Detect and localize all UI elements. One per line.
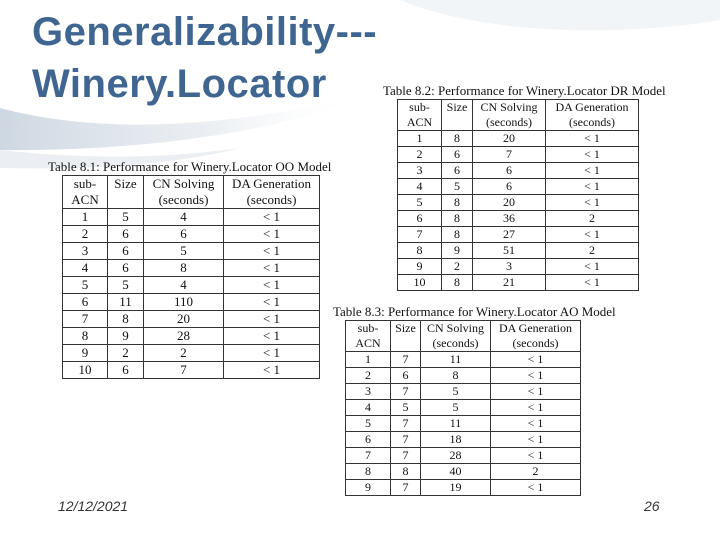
table-row [398,147,639,163]
table-cell: < 1 [224,294,320,311]
column-header: sub- [398,100,442,116]
table-header-row [346,321,581,337]
table-cell: 10 [63,362,108,379]
table-cell: 6 [473,179,546,195]
table-ao [345,320,581,496]
column-header: Size [391,321,421,337]
column-header: (seconds) [546,115,639,131]
table-cell: 6 [473,163,546,179]
table-cell: 7 [473,147,546,163]
table-cell: 6 [442,147,473,163]
table-cell: < 1 [491,400,581,416]
table-cell: < 1 [546,163,639,179]
table-cell: 5 [144,243,224,260]
table-cell: 7 [346,448,391,464]
table-row [346,384,581,400]
table-cell: 5 [442,179,473,195]
table-header-row [346,336,581,352]
table-cell: < 1 [224,209,320,226]
table-cell: 6 [108,260,144,277]
table-cell: 1 [398,131,442,147]
table-cell: < 1 [546,259,639,275]
table-cell: 2 [546,243,639,259]
table-cell: < 1 [491,480,581,496]
table-ao-block [333,304,616,496]
table-cell: < 1 [491,416,581,432]
table-cell: < 1 [224,328,320,345]
table-cell: < 1 [546,275,639,291]
table-cell: 7 [391,352,421,368]
table-cell: 3 [473,259,546,275]
table-cell: 20 [473,131,546,147]
table-row [398,227,639,243]
table-cell: 4 [144,209,224,226]
table-dr [397,99,639,291]
table-row [63,226,320,243]
column-header: DA Generation [224,176,320,193]
table-row [63,294,320,311]
table-row [63,209,320,226]
table-cell: 2 [108,345,144,362]
table-cell: < 1 [491,432,581,448]
table-cell: 2 [144,345,224,362]
table-cell: < 1 [224,311,320,328]
column-header: CN Solving [421,321,491,337]
table-cell: 4 [346,400,391,416]
table-cell: < 1 [224,260,320,277]
table-row [346,432,581,448]
slide-title [32,6,377,110]
table-cell: < 1 [491,368,581,384]
table-cell: 8 [391,464,421,480]
table-row [346,400,581,416]
column-header: (seconds) [144,192,224,209]
column-header: CN Solving [144,176,224,193]
table-cell: 2 [442,259,473,275]
table-dr-block [383,83,666,291]
table-cell: 10 [398,275,442,291]
column-header: (seconds) [421,336,491,352]
table-cell: 7 [391,416,421,432]
table-cell: 4 [398,179,442,195]
table-cell: 5 [346,416,391,432]
table-dr-caption: Table 8.2: Performance for Winery.Locator DR Model [383,83,666,98]
table-cell: 3 [398,163,442,179]
table-cell: 8 [442,211,473,227]
table-cell: 2 [398,147,442,163]
column-header: (seconds) [473,115,546,131]
column-header: ACN [63,192,108,209]
table-cell: 7 [391,432,421,448]
table-row [398,211,639,227]
table-cell: 2 [63,226,108,243]
table-cell: 9 [63,345,108,362]
table-cell: 19 [421,480,491,496]
table-cell: 9 [442,243,473,259]
table-cell: 3 [63,243,108,260]
table-row [63,311,320,328]
table-row [63,362,320,379]
table-cell: 3 [346,384,391,400]
column-header: DA Generation [491,321,581,337]
table-cell: 8 [144,260,224,277]
table-row [63,243,320,260]
table-cell: 2 [346,368,391,384]
table-cell: 28 [421,448,491,464]
table-cell: 8 [442,195,473,211]
table-cell: 6 [108,362,144,379]
page-number: 26 [644,498,660,514]
table-cell: 6 [391,368,421,384]
table-cell: < 1 [546,147,639,163]
table-cell: 36 [473,211,546,227]
table-cell: 5 [421,384,491,400]
table-row [398,259,639,275]
table-row [346,448,581,464]
table-cell: 5 [63,277,108,294]
table-header-row [63,192,320,209]
table-cell: < 1 [546,131,639,147]
table-cell: 20 [473,195,546,211]
table-cell: 28 [144,328,224,345]
table-cell: 11 [108,294,144,311]
table-oo [62,175,320,379]
table-row [63,260,320,277]
table-row [63,345,320,362]
table-row [398,131,639,147]
table-cell: < 1 [224,362,320,379]
table-cell: 8 [442,131,473,147]
table-cell: 7 [391,384,421,400]
table-cell: 2 [491,464,581,480]
table-cell: < 1 [546,195,639,211]
footer-date: 12/12/2021 [58,498,129,514]
table-cell: 4 [144,277,224,294]
column-header: (seconds) [491,336,581,352]
table-cell: 7 [391,480,421,496]
table-cell: 8 [421,368,491,384]
table-row [398,179,639,195]
table-cell: 40 [421,464,491,480]
table-header-row [63,176,320,193]
table-cell: 11 [421,352,491,368]
table-cell: 11 [421,416,491,432]
table-cell: 27 [473,227,546,243]
table-row [398,195,639,211]
table-cell: 8 [63,328,108,345]
table-cell: 1 [63,209,108,226]
table-cell: < 1 [546,227,639,243]
slide-title-line1: Generalizability--- [32,10,378,54]
table-cell: < 1 [546,179,639,195]
column-header: CN Solving [473,100,546,116]
column-header [442,115,473,131]
column-header: Size [108,176,144,193]
column-header: (seconds) [224,192,320,209]
table-cell: < 1 [491,384,581,400]
table-row [398,163,639,179]
table-cell: 51 [473,243,546,259]
table-row [346,352,581,368]
column-header: ACN [398,115,442,131]
table-cell: 4 [63,260,108,277]
column-header [108,192,144,209]
table-cell: 7 [144,362,224,379]
table-cell: 9 [346,480,391,496]
table-cell: 7 [398,227,442,243]
table-cell: 6 [63,294,108,311]
column-header: DA Generation [546,100,639,116]
table-header-row [398,115,639,131]
column-header: ACN [346,336,391,352]
table-row [346,416,581,432]
column-header: sub- [63,176,108,193]
table-header-row [398,100,639,116]
table-cell: 21 [473,275,546,291]
table-cell: 5 [391,400,421,416]
table-cell: 6 [108,243,144,260]
table-cell: 5 [108,277,144,294]
table-cell: 6 [442,163,473,179]
table-cell: 5 [398,195,442,211]
table-cell: 7 [391,448,421,464]
column-header [391,336,421,352]
table-row [346,368,581,384]
table-cell: 8 [346,464,391,480]
table-cell: < 1 [224,243,320,260]
table-row [63,277,320,294]
table-cell: 7 [63,311,108,328]
table-cell: 18 [421,432,491,448]
table-row [63,328,320,345]
table-cell: < 1 [491,448,581,464]
table-cell: < 1 [491,352,581,368]
table-cell: < 1 [224,277,320,294]
table-cell: 9 [398,259,442,275]
table-cell: 6 [346,432,391,448]
table-cell: < 1 [224,345,320,362]
table-cell: 8 [108,311,144,328]
table-cell: 6 [144,226,224,243]
table-cell: 6 [108,226,144,243]
column-header: sub- [346,321,391,337]
table-cell: 8 [442,227,473,243]
table-cell: 110 [144,294,224,311]
table-ao-caption: Table 8.3: Performance for Winery.Locator AO Model [333,304,616,319]
table-cell: < 1 [224,226,320,243]
column-header: Size [442,100,473,116]
table-cell: 2 [546,211,639,227]
table-row [398,243,639,259]
table-cell: 20 [144,311,224,328]
table-oo-block [48,159,331,379]
table-cell: 5 [108,209,144,226]
table-cell: 8 [442,275,473,291]
table-cell: 5 [421,400,491,416]
table-row [398,275,639,291]
table-oo-caption: Table 8.1: Performance for Winery.Locator OO Model [48,159,332,174]
table-row [346,464,581,480]
table-cell: 6 [398,211,442,227]
table-cell: 8 [398,243,442,259]
slide-title-line2: Winery.Locator [32,62,327,106]
table-cell: 9 [108,328,144,345]
table-cell: 1 [346,352,391,368]
table-row [346,480,581,496]
